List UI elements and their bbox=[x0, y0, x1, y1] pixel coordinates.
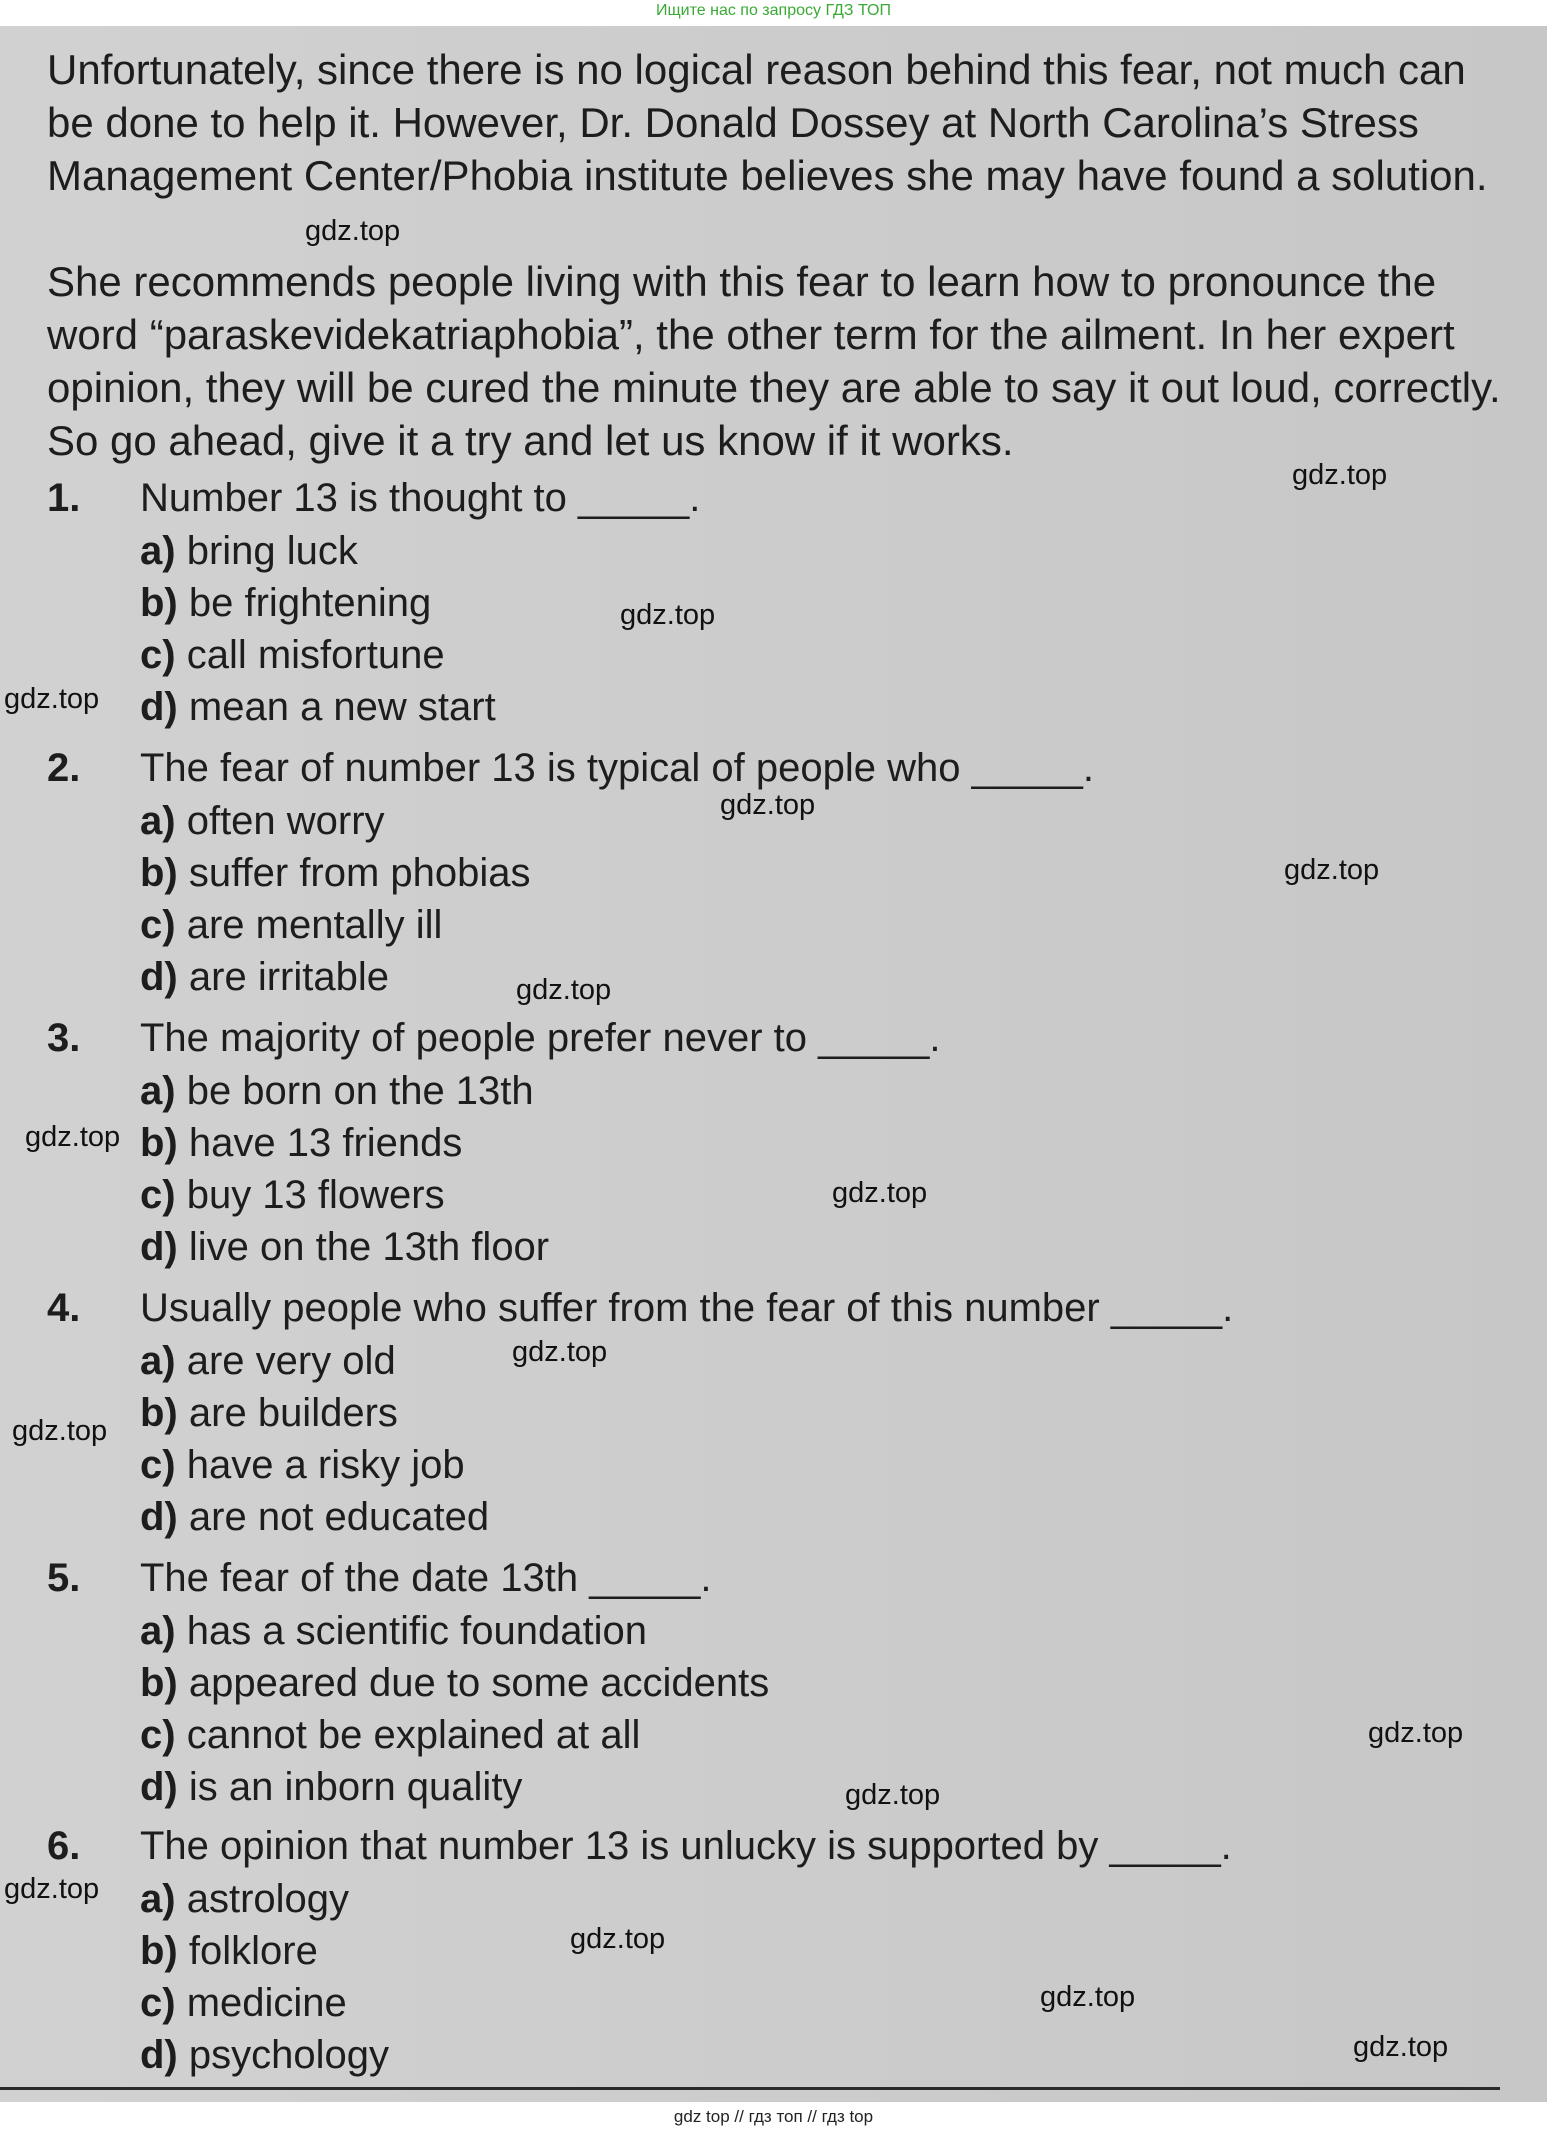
option-c bbox=[140, 1169, 445, 1221]
option-letter: a) bbox=[140, 529, 176, 573]
option-text: appeared due to some accidents bbox=[188, 1661, 770, 1705]
option-letter: a) bbox=[140, 1339, 176, 1383]
option-text: folklore bbox=[188, 1929, 318, 1973]
question-number: 5. bbox=[47, 1556, 81, 1600]
option-text: psychology bbox=[188, 2033, 390, 2077]
option-c bbox=[140, 1439, 465, 1491]
watermark: gdz.top bbox=[25, 1121, 121, 1153]
scanned-page bbox=[0, 26, 1547, 2102]
option-text: have a risky job bbox=[186, 1443, 465, 1487]
option-d bbox=[140, 2029, 389, 2081]
option-text: mean a new start bbox=[188, 685, 496, 729]
option-letter: a) bbox=[140, 1609, 176, 1653]
question-text: Number 13 is thought to _____. bbox=[140, 476, 701, 520]
option-letter: d) bbox=[140, 1765, 178, 1809]
question-text: The fear of number 13 is typical of people who _____. bbox=[140, 746, 1094, 790]
question-number: 3. bbox=[47, 1016, 81, 1060]
option-d bbox=[140, 1221, 549, 1273]
option-letter: c) bbox=[140, 1981, 176, 2025]
option-text: be born on the 13th bbox=[186, 1069, 534, 1113]
question-text: The opinion that number 13 is unlucky is supported by _____. bbox=[140, 1824, 1232, 1868]
option-b bbox=[140, 1387, 398, 1439]
watermark: gdz.top bbox=[845, 1779, 941, 1811]
option-c bbox=[140, 1977, 347, 2029]
option-text: buy 13 flowers bbox=[186, 1173, 445, 1217]
option-text: is an inborn quality bbox=[188, 1765, 523, 1809]
option-c bbox=[140, 629, 445, 681]
option-text: have 13 friends bbox=[188, 1121, 463, 1165]
option-a bbox=[140, 1873, 349, 1925]
option-letter: c) bbox=[140, 1443, 176, 1487]
watermark: gdz.top bbox=[720, 789, 816, 821]
option-text: live on the 13th floor bbox=[188, 1225, 550, 1269]
option-text: cannot be explained at all bbox=[186, 1713, 641, 1757]
watermark: gdz.top bbox=[832, 1177, 928, 1209]
watermark: gdz.top bbox=[1284, 854, 1380, 886]
watermark: gdz.top bbox=[4, 683, 100, 715]
watermark: gdz.top bbox=[12, 1415, 108, 1447]
watermark: gdz.top bbox=[516, 974, 612, 1006]
option-letter: d) bbox=[140, 685, 178, 729]
watermark: gdz.top bbox=[1040, 1981, 1136, 2013]
option-a bbox=[140, 1065, 534, 1117]
intro-paragraph-1: Unfortunately, since there is no logical reason behind this fear, not much can be done to help it. However, Dr. Donald Dossey at North Carolina’s Stress Management Center/Phobia institute believes she may have found a solution. bbox=[47, 46, 1488, 199]
option-b bbox=[140, 1657, 769, 1709]
option-d bbox=[140, 681, 496, 733]
question-text: Usually people who suffer from the fear of this number _____. bbox=[140, 1286, 1234, 1330]
option-a bbox=[140, 795, 385, 847]
page-divider bbox=[0, 2087, 1500, 2090]
watermark: gdz.top bbox=[1292, 459, 1388, 491]
option-a bbox=[140, 525, 358, 577]
watermark: gdz.top bbox=[305, 215, 401, 247]
option-text: are builders bbox=[188, 1391, 398, 1435]
option-letter: d) bbox=[140, 955, 178, 999]
question-number: 2. bbox=[47, 746, 81, 790]
option-text: medicine bbox=[186, 1981, 347, 2025]
watermark: gdz.top bbox=[1368, 1717, 1464, 1749]
option-d bbox=[140, 1491, 489, 1543]
option-b bbox=[140, 1117, 462, 1169]
question-text: The majority of people prefer never to _____. bbox=[140, 1016, 941, 1060]
option-letter: a) bbox=[140, 1069, 176, 1113]
option-b bbox=[140, 1925, 318, 1977]
option-letter: d) bbox=[140, 1495, 178, 1539]
option-letter: b) bbox=[140, 1121, 178, 1165]
option-letter: c) bbox=[140, 1173, 176, 1217]
option-text: call misfortune bbox=[186, 633, 445, 677]
question-number: 1. bbox=[47, 476, 81, 520]
option-text: bring luck bbox=[186, 529, 358, 573]
question-text: The fear of the date 13th _____. bbox=[140, 1556, 712, 1600]
option-letter: b) bbox=[140, 1391, 178, 1435]
option-letter: d) bbox=[140, 1225, 178, 1269]
option-letter: a) bbox=[140, 799, 176, 843]
question-number: 6. bbox=[47, 1824, 81, 1868]
option-letter: c) bbox=[140, 1713, 176, 1757]
intro-paragraph-2: She recommends people living with this fear to learn how to pronounce the word “paraskevidekatriaphobia”, the other term for the ailment. In her expert opinion, they will be cured the minute they are able to say it out loud, correctly. So go ahead, give it a try and let us know if it works. bbox=[47, 258, 1501, 464]
option-a bbox=[140, 1335, 396, 1387]
option-letter: b) bbox=[140, 1929, 178, 1973]
option-text: often worry bbox=[186, 799, 385, 843]
option-text: are very old bbox=[186, 1339, 396, 1383]
option-text: are irritable bbox=[188, 955, 389, 999]
option-c bbox=[140, 899, 442, 951]
option-letter: d) bbox=[140, 2033, 178, 2077]
footer-links[interactable]: gdz top // гдз топ // гдз top bbox=[0, 2102, 1547, 2136]
option-letter: b) bbox=[140, 851, 178, 895]
option-d bbox=[140, 1761, 522, 1813]
option-text: astrology bbox=[186, 1877, 350, 1921]
watermark: gdz.top bbox=[1353, 2031, 1449, 2063]
option-letter: b) bbox=[140, 1661, 178, 1705]
option-a bbox=[140, 1605, 647, 1657]
option-c bbox=[140, 1709, 640, 1761]
option-text: are mentally ill bbox=[186, 903, 443, 947]
option-letter: a) bbox=[140, 1877, 176, 1921]
option-text: be frightening bbox=[188, 581, 432, 625]
watermark: gdz.top bbox=[570, 1923, 666, 1955]
watermark: gdz.top bbox=[512, 1336, 608, 1368]
option-letter: c) bbox=[140, 903, 176, 947]
option-b bbox=[140, 577, 431, 629]
option-letter: c) bbox=[140, 633, 176, 677]
option-d bbox=[140, 951, 389, 1003]
watermark: gdz.top bbox=[620, 599, 716, 631]
option-text: suffer from phobias bbox=[188, 851, 531, 895]
option-text: has a scientific foundation bbox=[186, 1609, 647, 1653]
top-banner[interactable]: Ищите нас по запросу ГДЗ ТОП bbox=[0, 0, 1547, 26]
question-number: 4. bbox=[47, 1286, 81, 1330]
option-text: are not educated bbox=[188, 1495, 490, 1539]
option-b bbox=[140, 847, 531, 899]
option-letter: b) bbox=[140, 581, 178, 625]
watermark: gdz.top bbox=[4, 1873, 100, 1905]
